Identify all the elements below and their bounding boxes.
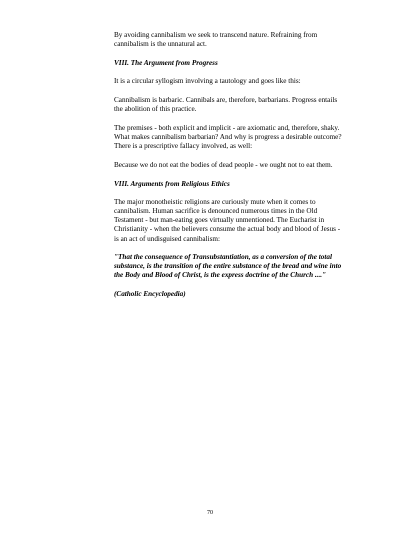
page-number: 70 bbox=[207, 510, 213, 516]
paragraph-dead-bodies: Because we do not eat the bodies of dead people - we ought not to eat them. bbox=[114, 160, 333, 169]
paragraph-nature: By avoiding cannibalism we seek to transcend nature. Refraining from cannibalism is the unnatural act. bbox=[114, 31, 318, 49]
paragraph-barbaric: Cannibalism is barbaric. Cannibals are, therefore, barbarians. Progress entails the abolition of this practice. bbox=[114, 96, 338, 114]
quote-transubstantiation: "That the consequence of Transubstantiation, as a conversion of the total substance, is the transition of the entire substance of the bread and wine into the Body and Blood of Christ, is the express doctrine of the Church ...." bbox=[114, 253, 342, 280]
paragraph-syllogism: It is a circular syllogism involving a tautology and goes like this: bbox=[114, 77, 301, 86]
section-heading-religious-ethics: VIII. Arguments from Religious Ethics bbox=[114, 179, 230, 188]
paragraph-monotheistic: The major monotheistic religions are curiously mute when it comes to cannibalism. Human sacrifice is denounced numerous times in the Old Testament - but man-eating goes virtually unmentioned. The Eucharist in Christianity - when the believers consume the actual body and blood of Jesus - is an act of undisguised cannibalism: bbox=[114, 198, 341, 243]
section-heading-progress: VIII. The Argument from Progress bbox=[114, 58, 218, 67]
paragraph-premises: The premises - both explicit and implicit - are axiomatic and, therefore, shaky. What makes cannibalism barbarian? And why is progress a desirable outcome? There is a prescriptive fallacy involved, as well: bbox=[114, 123, 342, 151]
quote-source: (Catholic Encyclopedia) bbox=[114, 290, 186, 299]
page-content bbox=[114, 31, 346, 309]
